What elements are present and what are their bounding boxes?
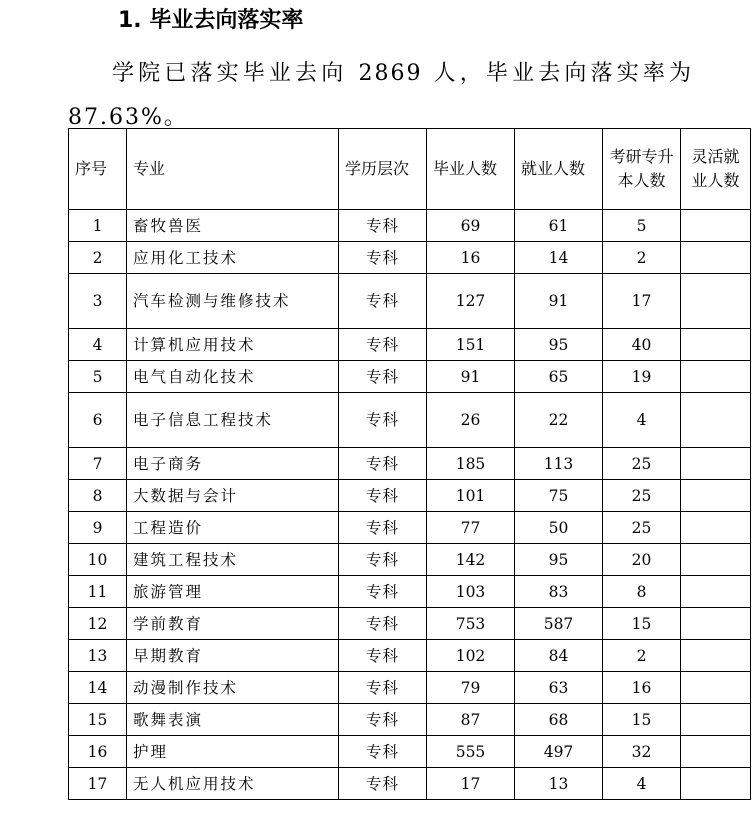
cell-flexible	[681, 672, 751, 704]
cell-level: 专科	[339, 768, 427, 800]
section-heading: 1. 毕业去向落实率	[118, 8, 304, 33]
cell-graduates: 91	[427, 361, 515, 393]
cell-level: 专科	[339, 512, 427, 544]
cell-flexible	[681, 576, 751, 608]
cell-flexible	[681, 480, 751, 512]
cell-graduates: 17	[427, 768, 515, 800]
header-major: 专业	[127, 129, 339, 210]
cell-graduates: 555	[427, 736, 515, 768]
cell-no: 2	[69, 242, 127, 274]
cell-major: 大数据与会计	[127, 480, 339, 512]
cell-major: 歌舞表演	[127, 704, 339, 736]
table-row	[69, 210, 751, 242]
cell-graduates: 16	[427, 242, 515, 274]
cell-employed: 113	[515, 448, 603, 480]
cell-employed: 22	[515, 393, 603, 448]
cell-graduates: 151	[427, 329, 515, 361]
cell-level: 专科	[339, 576, 427, 608]
cell-further-study: 20	[603, 544, 681, 576]
cell-no: 13	[69, 640, 127, 672]
cell-graduates: 69	[427, 210, 515, 242]
cell-graduates: 87	[427, 704, 515, 736]
cell-graduates: 26	[427, 393, 515, 448]
cell-flexible	[681, 448, 751, 480]
header-further-study: 考研专升本人数	[603, 129, 681, 210]
cell-no: 11	[69, 576, 127, 608]
cell-further-study: 17	[603, 274, 681, 329]
cell-further-study: 32	[603, 736, 681, 768]
cell-further-study: 4	[603, 393, 681, 448]
cell-employed: 84	[515, 640, 603, 672]
cell-level: 专科	[339, 274, 427, 329]
cell-employed: 14	[515, 242, 603, 274]
table-row	[69, 274, 751, 329]
cell-level: 专科	[339, 480, 427, 512]
cell-flexible	[681, 393, 751, 448]
cell-graduates: 142	[427, 544, 515, 576]
cell-major: 电子信息工程技术	[127, 393, 339, 448]
cell-employed: 75	[515, 480, 603, 512]
cell-major: 工程造价	[127, 512, 339, 544]
cell-further-study: 16	[603, 672, 681, 704]
table-row	[69, 640, 751, 672]
table-row	[69, 512, 751, 544]
cell-graduates: 127	[427, 274, 515, 329]
cell-level: 专科	[339, 393, 427, 448]
cell-employed: 50	[515, 512, 603, 544]
cell-flexible	[681, 210, 751, 242]
cell-employed: 91	[515, 274, 603, 329]
table-row	[69, 544, 751, 576]
table-row	[69, 736, 751, 768]
cell-level: 专科	[339, 544, 427, 576]
cell-major: 应用化工技术	[127, 242, 339, 274]
cell-employed: 65	[515, 361, 603, 393]
cell-flexible	[681, 274, 751, 329]
cell-employed: 587	[515, 608, 603, 640]
cell-no: 3	[69, 274, 127, 329]
cell-major: 电子商务	[127, 448, 339, 480]
cell-flexible	[681, 768, 751, 800]
cell-level: 专科	[339, 361, 427, 393]
header-level: 学历层次	[339, 129, 427, 210]
cell-graduates: 101	[427, 480, 515, 512]
cell-graduates: 103	[427, 576, 515, 608]
cell-no: 9	[69, 512, 127, 544]
cell-flexible	[681, 242, 751, 274]
cell-no: 4	[69, 329, 127, 361]
cell-employed: 68	[515, 704, 603, 736]
cell-flexible	[681, 329, 751, 361]
cell-flexible	[681, 512, 751, 544]
cell-level: 专科	[339, 242, 427, 274]
table-row	[69, 672, 751, 704]
cell-further-study: 15	[603, 704, 681, 736]
table-row	[69, 480, 751, 512]
table-row	[69, 704, 751, 736]
cell-major: 计算机应用技术	[127, 329, 339, 361]
header-flexible: 灵活就业人数	[681, 129, 751, 210]
cell-level: 专科	[339, 210, 427, 242]
cell-further-study: 5	[603, 210, 681, 242]
cell-major: 建筑工程技术	[127, 544, 339, 576]
cell-further-study: 8	[603, 576, 681, 608]
table-header-row	[69, 129, 751, 210]
table-row	[69, 576, 751, 608]
cell-employed: 95	[515, 544, 603, 576]
cell-no: 15	[69, 704, 127, 736]
cell-level: 专科	[339, 640, 427, 672]
cell-further-study: 4	[603, 768, 681, 800]
cell-major: 汽车检测与维修技术	[127, 274, 339, 329]
cell-major: 动漫制作技术	[127, 672, 339, 704]
cell-no: 16	[69, 736, 127, 768]
cell-graduates: 185	[427, 448, 515, 480]
header-employed: 就业人数	[515, 129, 603, 210]
cell-level: 专科	[339, 448, 427, 480]
cell-further-study: 2	[603, 242, 681, 274]
cell-further-study: 2	[603, 640, 681, 672]
cell-flexible	[681, 608, 751, 640]
cell-further-study: 25	[603, 448, 681, 480]
cell-major: 电气自动化技术	[127, 361, 339, 393]
summary-paragraph: 学院已落实毕业去向 2869 人，毕业去向落实率为 87.63%。	[68, 61, 693, 130]
cell-level: 专科	[339, 329, 427, 361]
cell-employed: 83	[515, 576, 603, 608]
cell-graduates: 102	[427, 640, 515, 672]
cell-major: 早期教育	[127, 640, 339, 672]
cell-employed: 497	[515, 736, 603, 768]
table-row	[69, 768, 751, 800]
table-row	[69, 329, 751, 361]
cell-further-study: 25	[603, 512, 681, 544]
header-graduates: 毕业人数	[427, 129, 515, 210]
cell-no: 17	[69, 768, 127, 800]
cell-level: 专科	[339, 736, 427, 768]
cell-level: 专科	[339, 704, 427, 736]
cell-employed: 63	[515, 672, 603, 704]
cell-flexible	[681, 361, 751, 393]
cell-level: 专科	[339, 608, 427, 640]
cell-no: 1	[69, 210, 127, 242]
header-no: 序号	[69, 129, 127, 210]
table-row	[69, 608, 751, 640]
cell-graduates: 753	[427, 608, 515, 640]
cell-level: 专科	[339, 672, 427, 704]
cell-no: 6	[69, 393, 127, 448]
table-row	[69, 393, 751, 448]
cell-major: 护理	[127, 736, 339, 768]
cell-no: 10	[69, 544, 127, 576]
cell-major: 畜牧兽医	[127, 210, 339, 242]
cell-no: 5	[69, 361, 127, 393]
cell-flexible	[681, 544, 751, 576]
employment-table	[68, 128, 751, 800]
cell-major: 学前教育	[127, 608, 339, 640]
cell-no: 12	[69, 608, 127, 640]
cell-major: 无人机应用技术	[127, 768, 339, 800]
cell-further-study: 40	[603, 329, 681, 361]
cell-no: 14	[69, 672, 127, 704]
cell-employed: 61	[515, 210, 603, 242]
table-row	[69, 448, 751, 480]
cell-further-study: 15	[603, 608, 681, 640]
cell-flexible	[681, 640, 751, 672]
cell-major: 旅游管理	[127, 576, 339, 608]
cell-no: 8	[69, 480, 127, 512]
cell-further-study: 25	[603, 480, 681, 512]
cell-no: 7	[69, 448, 127, 480]
cell-further-study: 19	[603, 361, 681, 393]
cell-graduates: 77	[427, 512, 515, 544]
table-row	[69, 361, 751, 393]
cell-flexible	[681, 704, 751, 736]
cell-employed: 95	[515, 329, 603, 361]
cell-employed: 13	[515, 768, 603, 800]
cell-flexible	[681, 736, 751, 768]
cell-graduates: 79	[427, 672, 515, 704]
table-row	[69, 242, 751, 274]
